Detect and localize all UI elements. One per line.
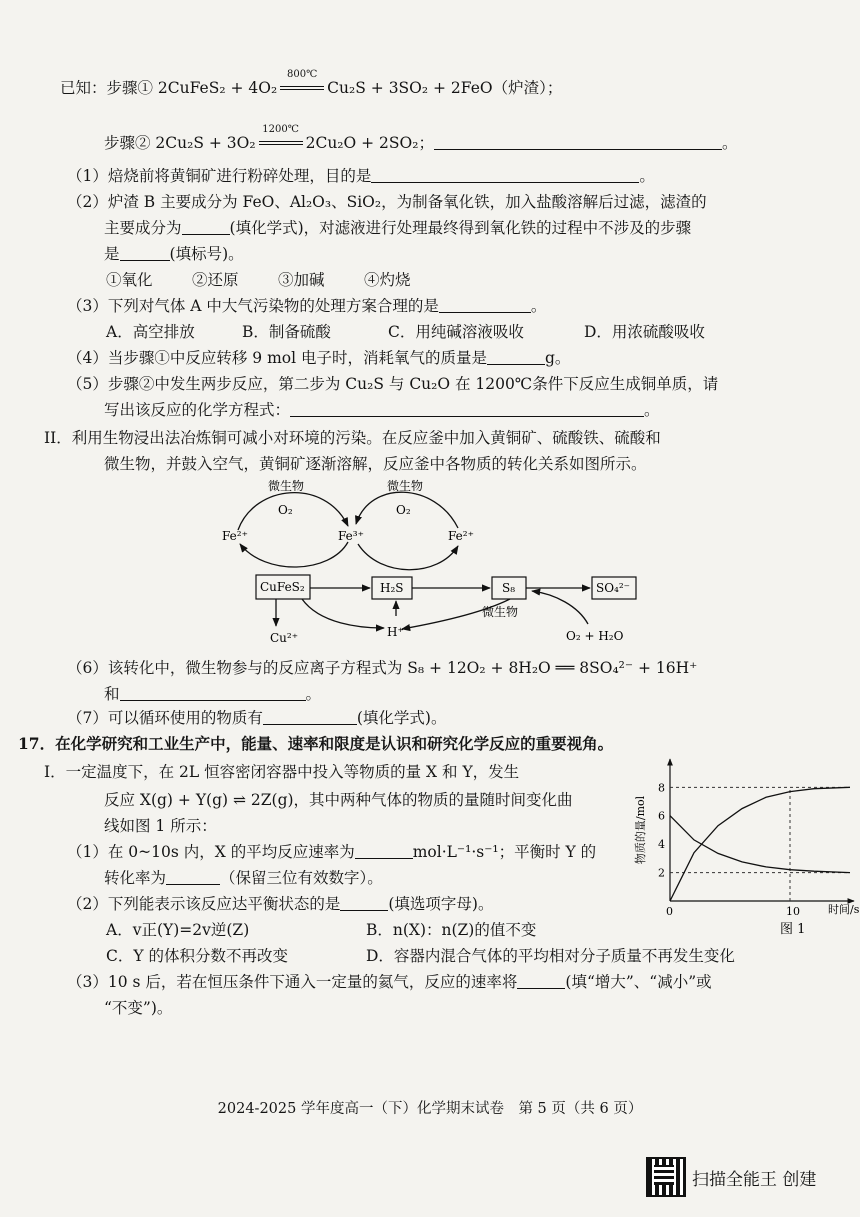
q7-end: (填化学式)。 — [356, 709, 447, 727]
q17-intro-2: 反应 X(g) + Y(g) ⇌ 2Z(g)，其中两种气体的物质的量随时间变化曲 — [104, 791, 573, 809]
chart-xtick-0: 0 — [666, 905, 673, 918]
step2-end: 。 — [721, 134, 738, 152]
q17-p2-text: （2）下列能表示该反应达平衡状态的是 — [67, 895, 341, 913]
label-so4: SO₄²⁻ — [596, 581, 631, 595]
option-c: C．用纯碱溶液吸收 — [388, 323, 524, 341]
question-2-line1: （2）炉渣 B 主要成分为 FeO、Al₂O₃、SiO₂，为制备氧化铁，加入盐酸溶解后过滤，滤渣的 — [67, 193, 707, 211]
label-microbe-bottom: 微生物 — [482, 605, 519, 619]
q4-text: （4）当步骤①中反应转移 9 mol 电子时，消耗氧气的质量是 — [67, 349, 487, 367]
question-2-line3 — [104, 244, 244, 264]
label-fe3: Fe³⁺ — [338, 529, 364, 543]
chart-series-0 — [670, 787, 850, 901]
answer-blank[interactable] — [487, 350, 545, 365]
q2-text-b: (填化学式)，对滤液进行处理最终得到氧化铁的过程中不涉及的步骤 — [229, 219, 692, 237]
question-5-line1: （5）步骤②中发生两步反应，第二步为 Cu₂S 与 Cu₂O 在 1200℃条件下反应生成铜单质，请 — [67, 375, 719, 393]
question-2-line2 — [104, 218, 691, 238]
page-footer: 2024-2025 学年度高一（下）化学期末试卷 第 5 页（共 6 页） — [217, 1101, 643, 1117]
q17-intro-1: Ⅰ．一定温度下，在 2L 恒容密闭容器中投入等物质的量 X 和 Y，发生 — [44, 763, 520, 781]
cycle-right-bottom — [358, 544, 458, 570]
q2-options — [106, 270, 411, 290]
q2-text-a: 主要成分为 — [104, 219, 182, 237]
chart-xtick-1: 10 — [786, 905, 800, 918]
q17-p3-text-a: （3）10 s 后，若在恒压条件下通入一定量的氦气，反应的速率将 — [67, 973, 518, 991]
chart-ytick-2: 6 — [658, 809, 665, 823]
q6-end: 。 — [305, 685, 322, 703]
question-1 — [67, 166, 655, 186]
label-cufes2: CuFeS₂ — [260, 580, 305, 594]
q17-p1-text-a: （1）在 0~10s 内，X 的平均反应速率为 — [67, 843, 355, 861]
question-3 — [67, 296, 546, 316]
answer-blank[interactable] — [166, 870, 220, 885]
q4-end: g。 — [545, 349, 571, 367]
q17-intro-3: 线如图 1 所示： — [104, 817, 217, 835]
answer-blank[interactable] — [340, 896, 388, 911]
q17-p1-text-c: 转化率为 — [104, 869, 167, 887]
chart-caption: 图 1 — [780, 922, 806, 937]
q17-p2-end: (填选项字母)。 — [388, 895, 494, 913]
question-7 — [67, 708, 446, 728]
answer-blank[interactable] — [355, 844, 413, 859]
q2-text-d: (填标号)。 — [169, 245, 244, 263]
chart-series-1 — [670, 816, 850, 873]
answer-blank[interactable] — [290, 402, 644, 417]
q17-opt-a: A．v正(Y)=2v逆(Z) — [106, 921, 250, 939]
q1-text: （1）焙烧前将黄铜矿进行粉碎处理，目的是 — [67, 167, 372, 185]
q3-end: 。 — [530, 297, 547, 315]
question-6-line2 — [104, 684, 321, 704]
scanner-watermark — [646, 1157, 816, 1197]
q17-part3-line2: “不变”)。 — [104, 999, 173, 1017]
q1-end: 。 — [639, 167, 655, 185]
option-a: A．高空排放 — [106, 323, 195, 341]
question-5-line2 — [104, 400, 660, 420]
known-step2 — [104, 124, 738, 153]
question-17-title: 17．在化学研究和工业生产中，能量、速率和限度是认识和研究化学反应的重要视角。 — [18, 734, 614, 753]
answer-blank[interactable] — [120, 686, 306, 701]
option-add-base: ③加碱 — [278, 271, 325, 289]
chart-ytick-1: 4 — [658, 838, 665, 852]
label-s8: S₈ — [502, 581, 516, 595]
option-reduction: ②还原 — [192, 271, 239, 289]
q7-text: （7）可以循环使用的物质有 — [67, 709, 263, 727]
label-cu2: Cu²⁺ — [270, 631, 299, 645]
chart-ytick-0: 2 — [658, 866, 665, 880]
option-oxidation: ①氧化 — [106, 271, 153, 289]
bioleaching-diagram — [210, 474, 650, 654]
qr-code-icon — [646, 1157, 686, 1197]
answer-blank[interactable] — [517, 974, 565, 989]
cycle-left-bottom — [240, 542, 348, 567]
condition-1200 — [259, 124, 303, 153]
q17-opt-b: B．n(X)：n(Z)的值不变 — [366, 921, 537, 939]
question-4 — [67, 348, 570, 368]
answer-blank[interactable] — [371, 168, 639, 183]
scanner-label: 扫描全能王 创建 — [692, 1169, 817, 1190]
q17-p3-text-b: (填“增大”、“减小”或 — [565, 973, 712, 991]
q5-end: 。 — [644, 401, 660, 419]
cond1-label: 800℃ — [287, 69, 318, 80]
q17-opt-d: D．容器内混合气体的平均相对分子质量不再发生变化 — [366, 947, 735, 965]
label-fe2-left: Fe²⁺ — [222, 529, 248, 543]
chart-ytick-3: 8 — [658, 781, 665, 795]
q17-part3-line1 — [67, 972, 712, 992]
q17-opt-c: C．Y 的体积分数不再改变 — [106, 947, 289, 965]
answer-blank[interactable] — [434, 135, 722, 150]
known-step1 — [60, 69, 563, 98]
step2-right: 2Cu₂O + 2SO₂； — [305, 134, 434, 152]
step1-left: 已知：步骤① 2CuFeS₂ + 4O₂ — [60, 79, 278, 97]
part-ii-line2: 微生物，并鼓入空气，黄铜矿逐渐溶解，反应釜中各物质的转化关系如图所示。 — [104, 455, 647, 473]
answer-blank[interactable] — [120, 246, 170, 261]
cycle-left-top — [238, 493, 348, 530]
q2-text-c: 是 — [104, 245, 120, 263]
q17-part2 — [67, 894, 493, 914]
label-o2-left: O₂ — [278, 503, 293, 517]
option-calcination: ④灼烧 — [364, 271, 411, 289]
label-fe2-right: Fe²⁺ — [448, 529, 474, 543]
answer-blank[interactable] — [439, 298, 531, 313]
answer-blank[interactable] — [263, 710, 357, 725]
q3-options — [106, 322, 705, 342]
figure-1-chart — [630, 755, 860, 940]
chart-xlabel: 时间/s — [828, 903, 860, 916]
option-d: D．用浓硫酸吸收 — [584, 323, 705, 341]
label-microbe-left: 微生物 — [268, 479, 305, 493]
option-b: B．制备硫酸 — [242, 323, 331, 341]
label-h2s: H₂S — [380, 581, 404, 595]
condition-800 — [280, 69, 324, 98]
q5-text: 写出该反应的化学方程式： — [104, 401, 291, 419]
q17-p1-text-d: （保留三位有效数字）。 — [220, 869, 383, 887]
label-o2-h2o: O₂ + H₂O — [566, 629, 624, 643]
part-ii-line1: II．利用生物浸出法冶炼铜可减小对环境的污染。在反应釜中加入黄铜矿、硫酸铁、硫酸和 — [44, 429, 661, 447]
chart-ylabel: 物质的量/mol — [634, 795, 647, 865]
arrow-o2-s8 — [532, 591, 588, 624]
cond2-label: 1200℃ — [262, 124, 299, 135]
q6-text: 和 — [104, 685, 120, 703]
answer-blank[interactable] — [182, 220, 230, 235]
label-microbe-right: 微生物 — [387, 479, 424, 493]
label-h: H⁺ — [387, 625, 404, 639]
question-6-line1: （6）该转化中，微生物参与的反应离子方程式为 S₈ + 12O₂ + 8H₂O ══ 8SO₄²⁻ + 16H⁺ — [67, 659, 698, 677]
step2-left: 步骤② 2Cu₂S + 3O₂ — [104, 134, 256, 152]
step1-right: Cu₂S + 3SO₂ + 2FeO（炉渣）； — [327, 79, 563, 97]
q17-part1-line1 — [67, 842, 596, 862]
q3-text: （3）下列对气体 A 中大气污染物的处理方案合理的是 — [67, 297, 439, 315]
q17-part1-line2 — [104, 868, 383, 888]
label-o2-right: O₂ — [396, 503, 411, 517]
q17-p1-text-b: mol·L⁻¹·s⁻¹；平衡时 Y 的 — [412, 843, 597, 861]
arrow-to-h — [302, 599, 384, 628]
